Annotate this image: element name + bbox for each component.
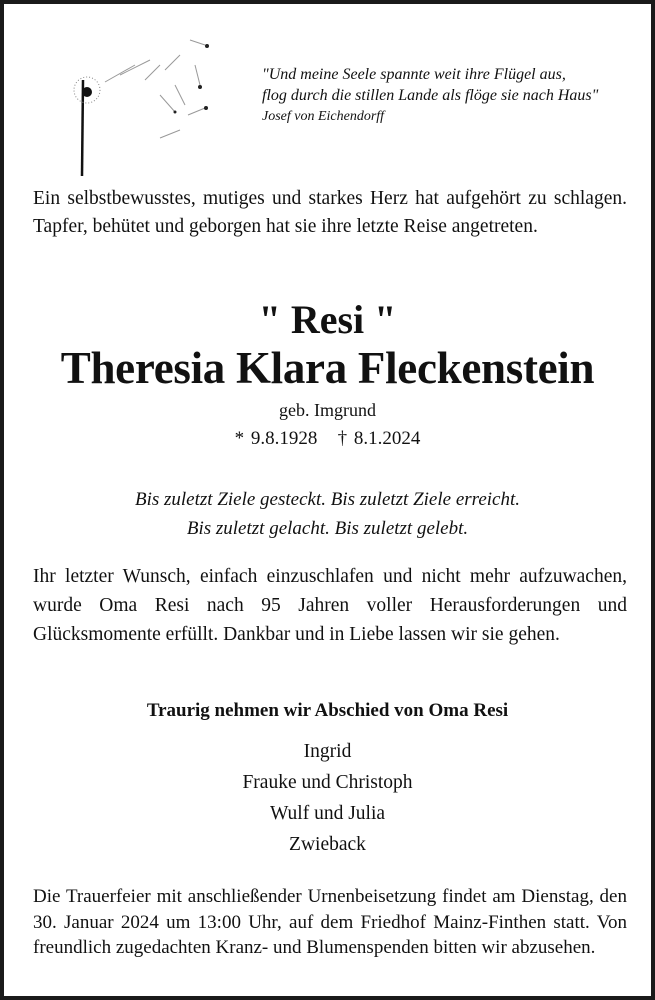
intro-text: Ein selbstbewusstes, mutiges und starkes Herz hat aufgehört zu schlagen. Tapfer, behütet und geborgen hat sie ihre letzte Reise angetreten. bbox=[33, 188, 627, 237]
mourners-list bbox=[0, 736, 655, 860]
birth-name: geb. Imgrund bbox=[279, 400, 376, 420]
farewell-heading: Traurig nehmen wir Abschied von Oma Resi bbox=[146, 700, 509, 721]
last-wish-text: Ihr letzter Wunsch, einfach einzuschlafen und nicht mehr aufzuwachen, wurde Oma Resi nach 95 Jahren voller Herausforderungen und Glücksmomente erfüllt. Dankbar und in Liebe lassen wir sie gehen. bbox=[33, 566, 627, 645]
mourner: Zwieback bbox=[289, 834, 366, 855]
mourner: Ingrid bbox=[303, 741, 352, 762]
motto-line-1: Bis zuletzt Ziele gesteckt. Bis zuletzt Ziele erreicht. bbox=[134, 489, 521, 510]
life-dates: * 9.8.1928 † 8.1.2024 bbox=[234, 428, 421, 449]
motto-line-2: Bis zuletzt gelacht. Bis zuletzt gelebt. bbox=[186, 518, 469, 539]
quote-line-1: "Und meine Seele spannte weit ihre Flügel aus, bbox=[262, 66, 566, 83]
epigraph bbox=[262, 64, 598, 127]
dandelion-icon bbox=[60, 20, 210, 180]
nickname: " Resi " bbox=[258, 297, 397, 342]
mourner: Frauke und Christoph bbox=[242, 772, 413, 793]
motto bbox=[0, 485, 655, 543]
quote-line-2: flog durch die stillen Lande als flöge sie nach Haus" bbox=[262, 87, 599, 104]
mourner: Wulf und Julia bbox=[269, 803, 386, 824]
funeral-info: Die Trauerfeier mit anschließender Urnenbeisetzung findet am Dienstag, den 30. Januar 2024 um 13:00 Uhr, auf dem Friedhof Mainz-Finthen statt. Von freundlich zugedachten Kranz- und Blumenspenden bitten wir abzusehen. bbox=[33, 886, 627, 958]
deceased-name: Theresia Klara Fleckenstein bbox=[60, 343, 595, 393]
quote-author: Josef von Eichendorff bbox=[262, 109, 385, 124]
